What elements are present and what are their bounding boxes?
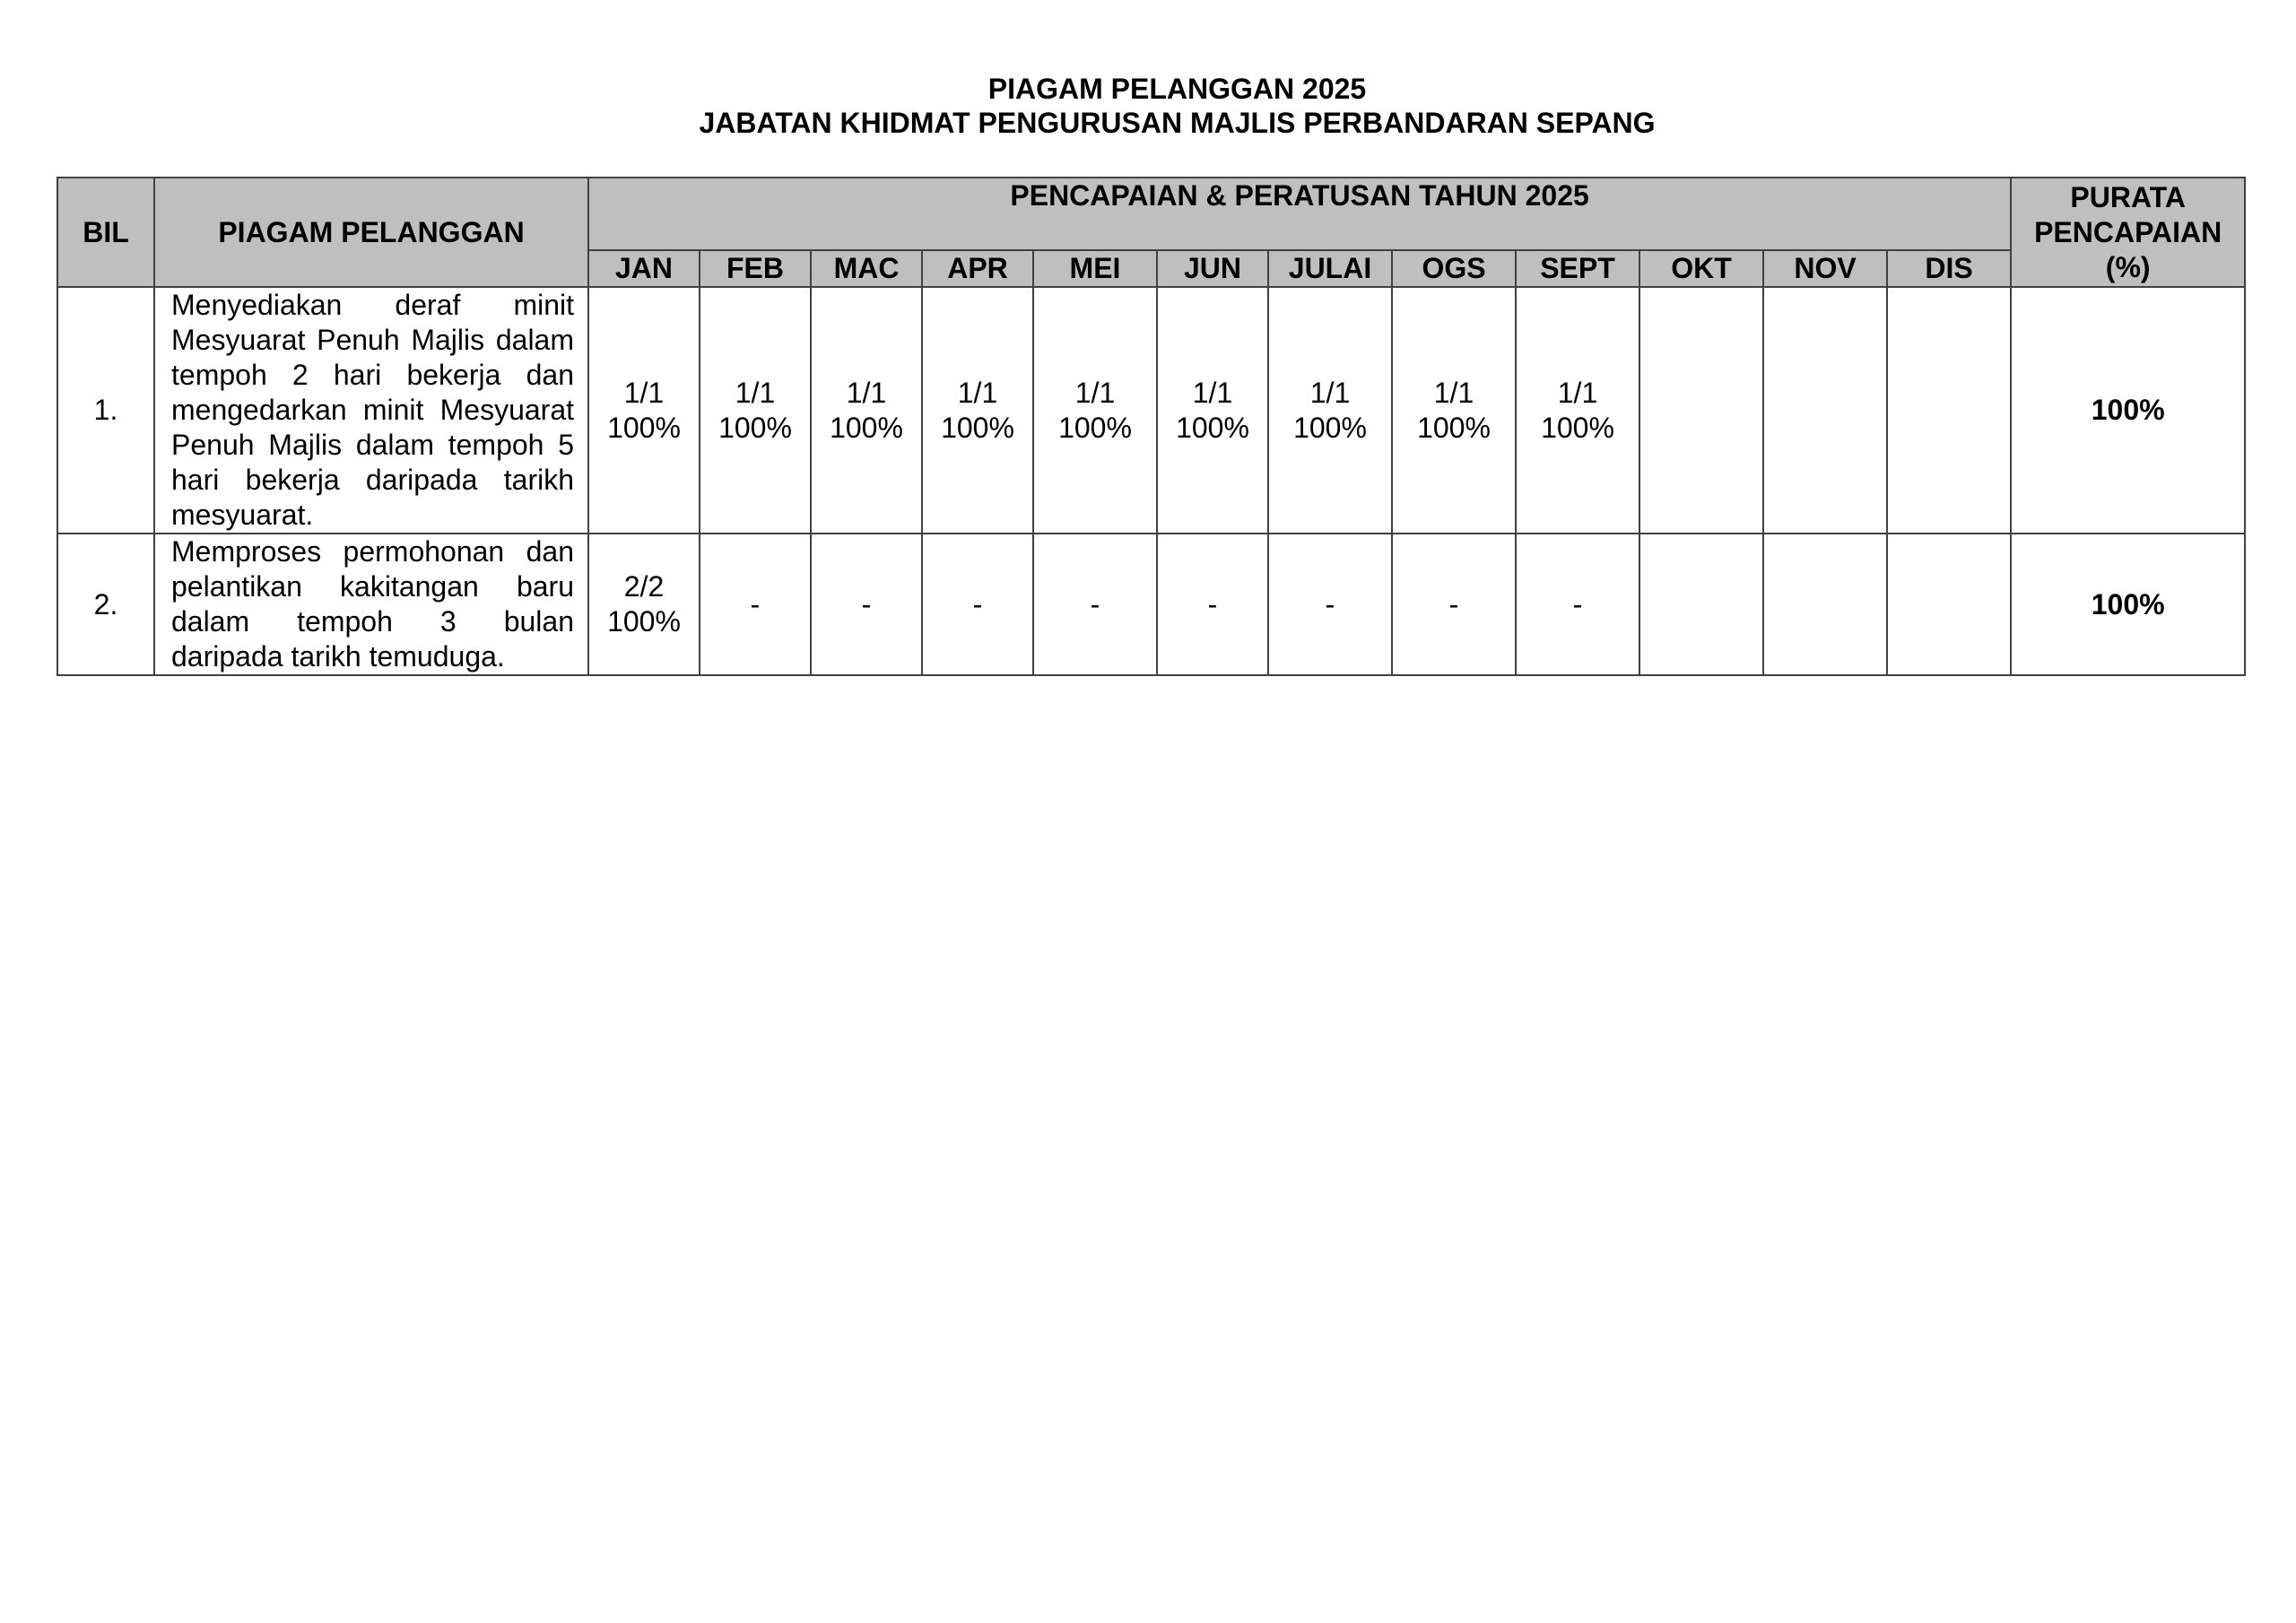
month-cell: [1639, 287, 1763, 534]
month-cell: [1033, 287, 1157, 534]
month-cell: [922, 287, 1033, 534]
document-title: PIAGAM PELANGGAN 2025: [987, 73, 1367, 105]
cell-ratio: -: [1207, 587, 1218, 621]
cell-percent: 100%: [1293, 411, 1367, 444]
month-cell: [1268, 534, 1392, 675]
cell-percent: 100%: [1417, 411, 1491, 444]
document-header: [0, 72, 2296, 140]
cell-ratio: 1/1: [623, 376, 665, 409]
month-cell: [700, 534, 811, 675]
col-header-group: [588, 178, 2011, 250]
cell-ratio: -: [1325, 587, 1335, 621]
month-header: JULAI: [1268, 250, 1392, 287]
col-header-piagam: PIAGAM PELANGGAN: [154, 178, 588, 287]
cell-ratio: 2/2: [623, 570, 665, 603]
month-cell: [1516, 534, 1639, 675]
row-bil: 2.: [57, 534, 154, 675]
month-cell: [1033, 534, 1157, 675]
table-row: [57, 534, 2245, 675]
month-header: OGS: [1392, 250, 1516, 287]
cell-ratio: 1/1: [1433, 376, 1474, 409]
cell-ratio: -: [861, 587, 872, 621]
cell-percent: 100%: [607, 605, 681, 638]
col-header-group-label: PENCAPAIAN & PERATUSAN TAHUN 2025: [1010, 179, 1589, 212]
cell-ratio: -: [750, 587, 761, 621]
month-header: APR: [922, 250, 1033, 287]
row-description: Menyediakan deraf minit Mesyuarat Penuh Majlis dalam tempoh 2 hari bekerja dan mengedarkan minit Mesyuarat Penuh Majlis dalam tempoh 5 hari bekerja daripada tarikh mesyuarat.: [154, 287, 588, 534]
cell-percent: 100%: [941, 411, 1014, 444]
month-cell: [1763, 287, 1887, 534]
month-cell: [922, 534, 1033, 675]
month-cell: [811, 534, 922, 675]
row-purata: 100%: [2011, 534, 2245, 675]
month-header: SEPT: [1516, 250, 1639, 287]
row-description: Memproses permohonan dan pelantikan kakitangan baru dalam tempoh 3 bulan daripada tarikh temuduga.: [154, 534, 588, 675]
row-bil: 1.: [57, 287, 154, 534]
cell-ratio: 1/1: [1074, 376, 1116, 409]
month-header: MAC: [811, 250, 922, 287]
month-header: OKT: [1639, 250, 1763, 287]
month-header: MEI: [1033, 250, 1157, 287]
month-cell: [588, 287, 700, 534]
month-header: DIS: [1887, 250, 2011, 287]
month-header: FEB: [700, 250, 811, 287]
cell-ratio: 1/1: [1192, 376, 1233, 409]
month-cell: [1887, 534, 2011, 675]
cell-percent: 100%: [718, 411, 792, 444]
row-purata: 100%: [2011, 287, 2245, 534]
month-cell: [1887, 287, 2011, 534]
cell-percent: 100%: [1176, 411, 1249, 444]
col-header-bil: BIL: [57, 178, 154, 287]
col-header-purata: PURATA PENCAPAIAN (%): [2011, 178, 2245, 287]
table-row: [57, 287, 2245, 534]
customer-charter-table: [57, 177, 2246, 676]
cell-ratio: -: [1448, 587, 1459, 621]
document-subtitle: JABATAN KHIDMAT PENGURUSAN MAJLIS PERBANDARAN SEPANG: [699, 107, 1656, 139]
month-cell: [1268, 287, 1392, 534]
month-cell: [1392, 534, 1516, 675]
month-cell: [1157, 287, 1268, 534]
cell-ratio: 1/1: [735, 376, 776, 409]
month-cell: [1157, 534, 1268, 675]
month-cell: [588, 534, 700, 675]
cell-ratio: 1/1: [846, 376, 887, 409]
cell-percent: 100%: [607, 411, 681, 444]
cell-ratio: -: [1090, 587, 1100, 621]
month-cell: [811, 287, 922, 534]
cell-ratio: 1/1: [957, 376, 998, 409]
month-cell: [1763, 534, 1887, 675]
month-cell: [1639, 534, 1763, 675]
cell-ratio: 1/1: [1309, 376, 1351, 409]
month-cell: [1392, 287, 1516, 534]
month-cell: [700, 287, 811, 534]
cell-ratio: -: [972, 587, 983, 621]
cell-percent: 100%: [1541, 411, 1614, 444]
month-cell: [1516, 287, 1639, 534]
month-header: JAN: [588, 250, 700, 287]
cell-percent: 100%: [1058, 411, 1132, 444]
header-row-group: [57, 178, 2245, 250]
month-header: JUN: [1157, 250, 1268, 287]
cell-ratio: -: [1572, 587, 1583, 621]
cell-ratio: 1/1: [1557, 376, 1598, 409]
month-header: NOV: [1763, 250, 1887, 287]
cell-percent: 100%: [830, 411, 903, 444]
